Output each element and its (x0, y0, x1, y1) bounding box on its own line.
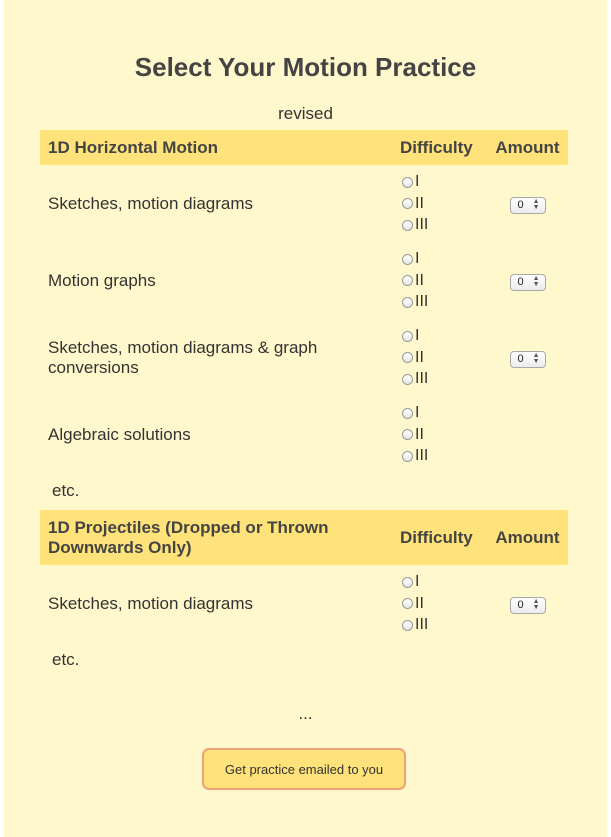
amount-select[interactable] (510, 197, 546, 214)
table-row (40, 319, 568, 396)
difficulty-radio-group (402, 571, 479, 636)
amount-header: Amount (487, 130, 568, 165)
difficulty-level: II (415, 194, 424, 212)
amount-header: Amount (487, 510, 568, 565)
difficulty-level: II (415, 271, 424, 289)
difficulty-level: III (415, 293, 429, 310)
radio-button[interactable] (402, 275, 413, 286)
difficulty-option[interactable] (402, 445, 479, 467)
difficulty-radio-group (402, 325, 479, 390)
difficulty-option[interactable] (402, 368, 479, 390)
difficulty-option[interactable] (402, 193, 479, 215)
radio-button[interactable] (402, 297, 413, 308)
difficulty-level: I (415, 573, 420, 590)
row-label: Sketches, motion diagrams (48, 193, 254, 213)
table-row (40, 165, 568, 242)
difficulty-level: III (415, 447, 429, 464)
radio-button[interactable] (402, 408, 413, 419)
radio-button[interactable] (402, 331, 413, 342)
section-horizontal-motion (40, 130, 568, 473)
row-label: Sketches, motion diagrams & graph conversions (48, 337, 318, 377)
email-practice-button[interactable]: Get practice emailed to you (202, 748, 406, 790)
difficulty-level: I (415, 327, 420, 344)
radio-button[interactable] (402, 220, 413, 231)
row-label: Algebraic solutions (48, 424, 191, 444)
difficulty-option[interactable] (402, 270, 479, 292)
radio-button[interactable] (402, 177, 413, 188)
difficulty-option[interactable] (402, 171, 479, 193)
more-indicator: etc. (52, 481, 80, 500)
difficulty-level: II (415, 594, 424, 612)
radio-button[interactable] (402, 620, 413, 631)
difficulty-option[interactable] (402, 571, 479, 593)
row-label: Sketches, motion diagrams (48, 593, 254, 613)
difficulty-radio-group (402, 248, 479, 313)
difficulty-option[interactable] (402, 347, 479, 369)
practice-form (4, 0, 607, 837)
more-sections-ellipsis: ... (298, 704, 313, 723)
difficulty-header: Difficulty (394, 130, 487, 165)
radio-button[interactable] (402, 451, 413, 462)
radio-button[interactable] (402, 577, 413, 588)
difficulty-option[interactable] (402, 614, 479, 636)
difficulty-option[interactable] (402, 424, 479, 446)
difficulty-level: I (415, 173, 420, 190)
difficulty-radio-group (402, 171, 479, 236)
table-row (40, 565, 568, 642)
chevron-updown-icon: ▲ ▼ (532, 598, 540, 612)
difficulty-level: III (415, 216, 429, 233)
amount-value: 0 (517, 353, 524, 366)
difficulty-option[interactable] (402, 325, 479, 347)
more-indicator: etc. (52, 650, 80, 669)
table-row (40, 396, 568, 473)
difficulty-option[interactable] (402, 214, 479, 236)
chevron-updown-icon: ▲ ▼ (532, 275, 540, 289)
table-row (40, 242, 568, 319)
amount-select[interactable] (510, 597, 546, 614)
section-heading: 1D Horizontal Motion (40, 130, 394, 165)
amount-select[interactable] (510, 351, 546, 368)
amount-value: 0 (517, 599, 524, 612)
radio-button[interactable] (402, 598, 413, 609)
amount-value: 0 (517, 276, 524, 289)
difficulty-level: II (415, 348, 424, 366)
radio-button[interactable] (402, 429, 413, 440)
page-title: Select Your Motion Practice (134, 52, 477, 82)
section-projectiles (40, 510, 568, 642)
difficulty-level: I (415, 250, 420, 267)
difficulty-level: III (415, 616, 429, 633)
row-label: Motion graphs (48, 270, 156, 290)
section-heading: 1D Projectiles (Dropped or Thrown Downwards Only) (40, 510, 394, 565)
radio-button[interactable] (402, 198, 413, 209)
radio-button[interactable] (402, 254, 413, 265)
amount-select[interactable] (510, 274, 546, 291)
difficulty-level: III (415, 370, 429, 387)
difficulty-header: Difficulty (394, 510, 487, 565)
radio-button[interactable] (402, 374, 413, 385)
difficulty-option[interactable] (402, 593, 479, 615)
chevron-updown-icon: ▲ ▼ (532, 198, 540, 212)
difficulty-level: II (415, 425, 424, 443)
difficulty-level: I (415, 404, 420, 421)
difficulty-radio-group (402, 402, 479, 467)
difficulty-option[interactable] (402, 248, 479, 270)
difficulty-option[interactable] (402, 291, 479, 313)
chevron-updown-icon: ▲ ▼ (532, 352, 540, 366)
page-subtitle: revised (278, 104, 333, 123)
difficulty-option[interactable] (402, 402, 479, 424)
radio-button[interactable] (402, 352, 413, 363)
amount-value: 0 (517, 199, 524, 212)
